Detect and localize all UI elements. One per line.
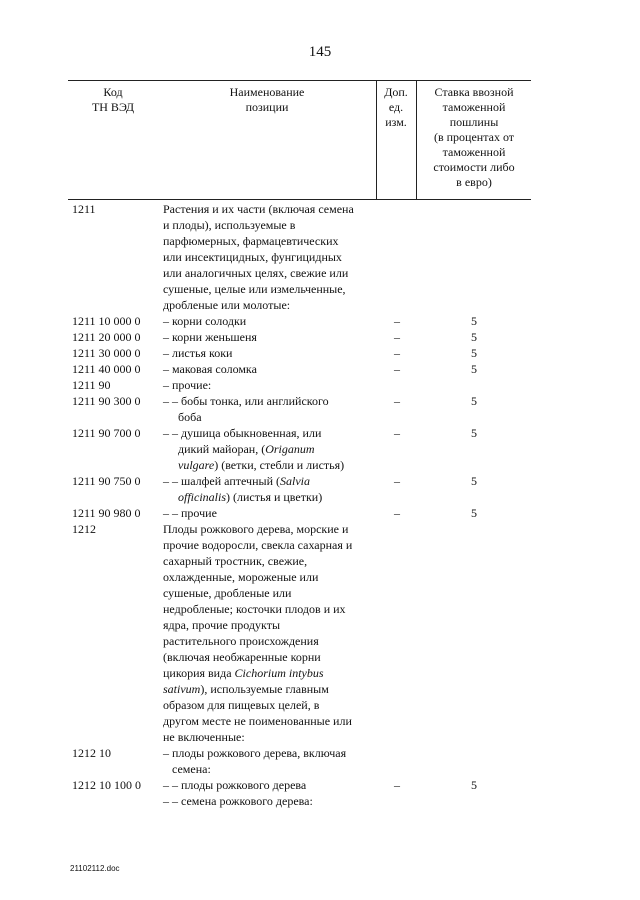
row-name: – – семена рожкового дерева: <box>163 794 313 808</box>
header-unit-line: Доп. <box>384 85 408 99</box>
row-rate: 5 <box>471 346 477 360</box>
row-unit: – <box>394 394 400 408</box>
row-unit: – <box>394 474 400 488</box>
row-name: – корни солодки <box>163 314 247 328</box>
row-code: 1211 90 750 0 <box>72 474 141 488</box>
row-code: 1211 30 000 0 <box>72 346 141 360</box>
row-code: 1211 90 300 0 <box>72 394 141 408</box>
row-unit: – <box>394 426 400 440</box>
row-unit: – <box>394 506 400 520</box>
row-unit: – <box>394 778 400 792</box>
row-rate: 5 <box>471 506 477 520</box>
header-rate-line: в евро) <box>456 175 492 189</box>
footer-filename: 21102112.doc <box>70 864 120 873</box>
row-name: – маковая соломка <box>163 362 257 376</box>
row-name: – прочие: <box>163 378 212 392</box>
header-name-line: позиции <box>245 100 289 114</box>
row-rate: 5 <box>471 778 477 792</box>
header-code-line: ТН ВЭД <box>91 100 135 114</box>
row-rate: 5 <box>471 330 477 344</box>
row-code: 1211 <box>72 202 96 216</box>
row-rate: 5 <box>471 474 477 488</box>
header-rate-line: таможенной <box>442 145 506 159</box>
row-rate: 5 <box>471 394 477 408</box>
row-code: 1211 90 <box>72 378 111 392</box>
row-name: – – прочие <box>163 506 217 520</box>
row-name: – – душица обыкновенная, или дикий майоран, (Origanum vulgare) (ветки, стебли и листья) <box>163 426 345 472</box>
header-unit-line: изм. <box>385 115 407 129</box>
header-rate-line: стоимости либо <box>433 160 515 174</box>
row-code: 1212 <box>72 522 96 536</box>
row-name: – плоды рожкового дерева, включая семена: <box>163 746 347 776</box>
row-name: – корни женьшеня <box>163 330 257 344</box>
header-code-line: Код <box>103 85 123 99</box>
row-code: 1211 90 700 0 <box>72 426 141 440</box>
header-rate-line: (в процентах от <box>433 130 515 144</box>
row-name: – листья коки <box>163 346 233 360</box>
row-code: 1212 10 <box>72 746 111 760</box>
row-code: 1211 90 980 0 <box>72 506 141 520</box>
row-name: – – шалфей аптечный (Salvia officinalis) (листья и цветки) <box>163 474 323 504</box>
page-number: 145 <box>308 44 332 60</box>
row-unit: – <box>394 362 400 376</box>
header-rate-line: Ставка ввозной <box>434 85 514 99</box>
row-rate: 5 <box>471 362 477 376</box>
row-unit: – <box>394 346 400 360</box>
header-unit-line: ед. <box>388 100 404 114</box>
row-name: Растения и их части (включая семена и плоды), используемые в парфюмерных, фармацевтических или инсектицидных, фунгицидных или аналогичных целях, свежие или сушеные, целые или измельченные, дробленые или молотые: <box>163 202 354 312</box>
header-rate-line: таможенной <box>442 100 506 114</box>
row-code: 1212 10 100 0 <box>72 778 141 792</box>
row-code: 1211 10 000 0 <box>72 314 141 328</box>
row-rate: 5 <box>471 426 477 440</box>
row-unit: – <box>394 330 400 344</box>
row-name: – – бобы тонка, или английского боба <box>163 394 329 424</box>
header-rate-line: пошлины <box>449 115 499 129</box>
row-code: 1211 20 000 0 <box>72 330 141 344</box>
row-name: – – плоды рожкового дерева <box>163 778 307 792</box>
row-unit: – <box>394 314 400 328</box>
row-code: 1211 40 000 0 <box>72 362 141 376</box>
header-name-line: Наименование <box>229 85 305 99</box>
row-rate: 5 <box>471 314 477 328</box>
row-name: Плоды рожкового дерева, морские и прочие водоросли, свекла сахарная и сахарный тростник, свежие, охлажденные, мороженые или сушеные, дробленые или недробленые; косточки плодов и их ядра, прочие продукты растительного происхождения (включая необжаренные корни цикория вида Cichorium intybus sativum), используемые главным образом для пищевых целей, в другом месте не поименованные или не включенные: <box>163 522 353 744</box>
